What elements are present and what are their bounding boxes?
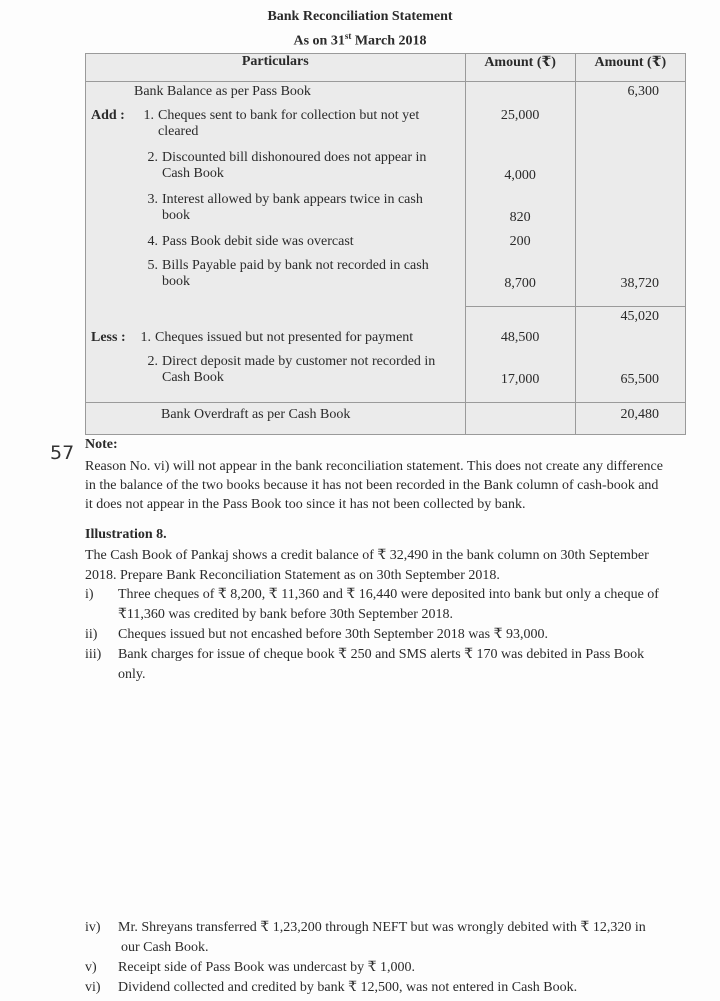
table-row: Less : 1. Cheques issued but not presented for payment 48,500 bbox=[86, 330, 686, 354]
page-number: 57 bbox=[50, 442, 75, 464]
table-row: Add : 1. Cheques sent to bank for collection but not yet cleared 25,000 bbox=[86, 108, 686, 150]
note-line: in the balance of the two books because it has not been recorded in the Bank column of cash-book and bbox=[85, 478, 659, 493]
add-total: 38,720 bbox=[575, 258, 685, 306]
statement-date: As on 31st March 2018 bbox=[293, 31, 427, 49]
list-item: iii) Bank charges for issue of cheque book ₹ 250 and SMS alerts ₹ 170 was debited in Pass Book only. bbox=[85, 647, 645, 682]
table-row: 2. Direct deposit made by customer not recorded in Cash Book 17,000 65,500 bbox=[86, 354, 686, 403]
note-line: Reason No. vi) will not appear in the bank reconciliation statement. This does not create any difference bbox=[85, 459, 663, 474]
list-item: v) Receipt side of Pass Book was undercast by ₹ 1,000. bbox=[85, 960, 416, 975]
table-header-row bbox=[86, 54, 686, 82]
note-line: it does not appear in the Pass Book too since it has not been collected by bank. bbox=[85, 497, 526, 512]
list-item: i) Three cheques of ₹ 8,200, ₹ 11,360 and ₹ 16,440 were deposited into bank but only a cheque of ₹11,360 was credited by bank before 30th September 2018. bbox=[85, 587, 659, 622]
illustration-intro: 2018. Prepare Bank Reconciliation Statement as on 30th September 2018. bbox=[85, 568, 500, 583]
less-item-amount: 48,500 bbox=[465, 330, 575, 354]
add-item-amount: 200 bbox=[465, 234, 575, 258]
header-amount-1: Amount (₹) bbox=[465, 54, 575, 82]
add-item-amount: 25,000 bbox=[465, 108, 575, 150]
less-label: Less : bbox=[91, 330, 126, 345]
add-item-amount: 820 bbox=[465, 192, 575, 234]
illustration-intro: The Cash Book of Pankaj shows a credit balance of ₹ 32,490 in the bank column on 30th September bbox=[85, 548, 649, 563]
list-item: ii) Cheques issued but not encashed before 30th September 2018 was ₹ 93,000. bbox=[85, 627, 548, 642]
statement-title: Bank Reconciliation Statement bbox=[267, 9, 453, 24]
header-amount-2: Amount (₹) bbox=[575, 54, 685, 82]
opening-balance-amount: 6,300 bbox=[575, 82, 685, 109]
list-item: vi) Dividend collected and credited by bank ₹ 12,500, was not entered in Cash Book. bbox=[85, 980, 578, 995]
table-row: 3. Interest allowed by bank appears twice in cash book 820 bbox=[86, 192, 686, 234]
closing-balance-label: Bank Overdraft as per Cash Book bbox=[86, 403, 466, 435]
list-item: iv) Mr. Shreyans transferred ₹ 1,23,200 through NEFT but was wrongly debited with ₹ 12,320 in our Cash Book. bbox=[85, 920, 646, 955]
opening-balance-label: Bank Balance as per Pass Book bbox=[86, 82, 466, 109]
add-label: Add : bbox=[91, 108, 125, 123]
subtotal: 45,020 bbox=[575, 306, 685, 330]
reconciliation-table bbox=[85, 53, 686, 435]
header-particulars: Particulars bbox=[86, 54, 466, 82]
less-total: 65,500 bbox=[575, 354, 685, 403]
table-row: 2. Discounted bill dishonoured does not appear in Cash Book 4,000 bbox=[86, 150, 686, 192]
less-item-amount: 17,000 bbox=[465, 354, 575, 403]
table-row bbox=[86, 403, 686, 435]
table-row: 5. Bills Payable paid by bank not recorded in cash book 8,700 38,720 bbox=[86, 258, 686, 306]
add-item-amount: 4,000 bbox=[465, 150, 575, 192]
closing-balance-amount: 20,480 bbox=[575, 403, 685, 435]
table-row bbox=[86, 306, 686, 330]
illustration-heading: Illustration 8. bbox=[85, 527, 167, 542]
table-row bbox=[86, 82, 686, 109]
note-heading: Note: bbox=[85, 437, 118, 452]
add-item-amount: 8,700 bbox=[465, 258, 575, 306]
table-row: 4. Pass Book debit side was overcast 200 bbox=[86, 234, 686, 258]
